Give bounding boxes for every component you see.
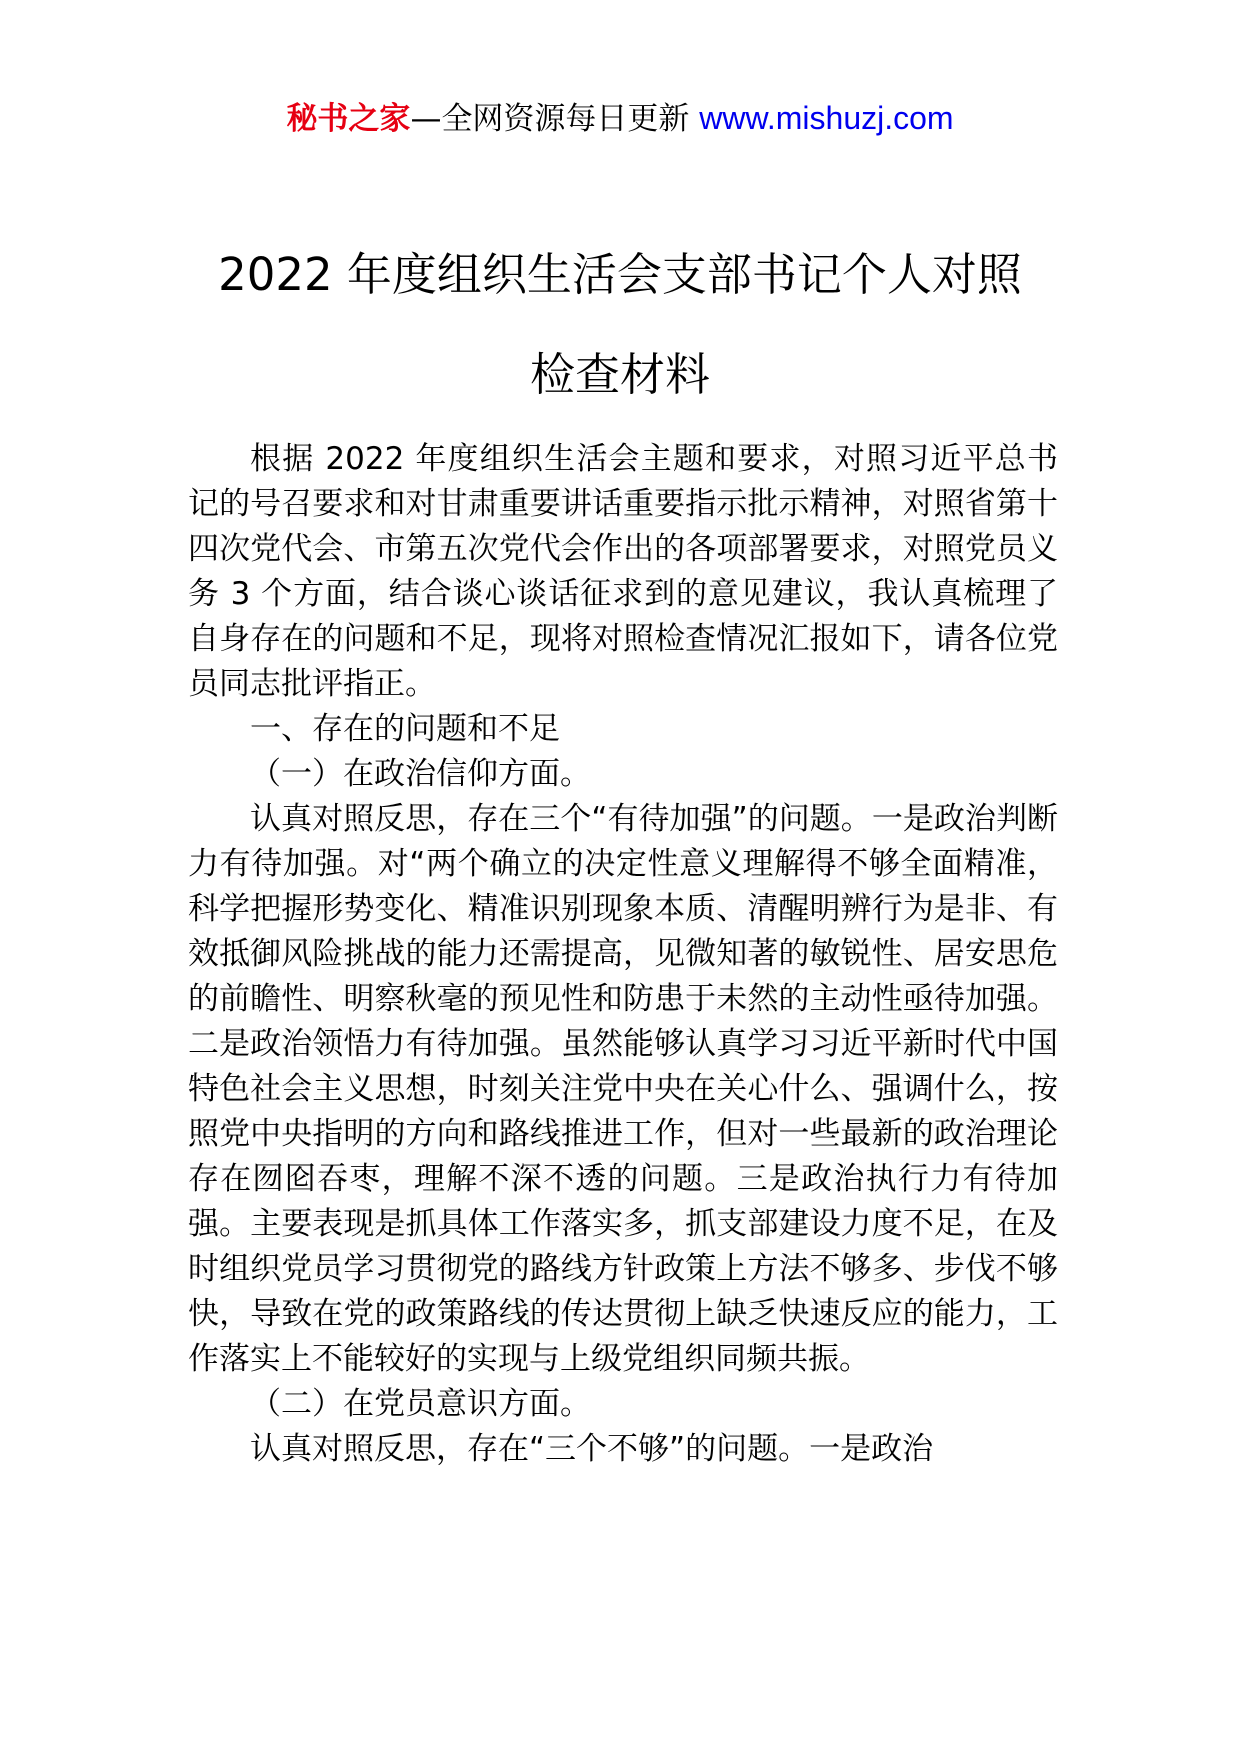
site-banner xyxy=(0,98,1240,139)
document-body xyxy=(188,437,1058,1472)
subsection-heading: （二）在党员意识方面。 xyxy=(250,1386,591,1422)
brand-name: 秘书之家 xyxy=(286,101,411,137)
banner-tagline: —全网资源每日更新 xyxy=(410,101,690,137)
body-paragraph: 认真对照反思，存在“三个不够”的问题。一是政治 xyxy=(250,1431,934,1467)
title-line-2: 检查材料 xyxy=(529,348,710,401)
title-line-1: 2022 年度组织生活会支部书记个人对照 xyxy=(218,248,1022,301)
document-title xyxy=(0,225,1240,425)
intro-paragraph: 根据 2022 年度组织生活会主题和要求，对照习近平总书记的号召要求和对甘肃重要讲话重要指示批示精神，对照省第十四次党代会、市第五次党代会作出的各项部署要求，对照党员义务 3 个方面，结合谈心谈话征求到的意见建议，我认真梳理了自身存在的问题和不足，现将对照检查情况汇报如下，请各位党员同志批评指正。 xyxy=(188,441,1058,702)
site-url-link[interactable]: www.mishuzj.com xyxy=(699,100,954,136)
body-paragraph: 认真对照反思，存在三个“有待加强”的问题。一是政治判断力有待加强。对“两个确立的决定性意义理解得不够全面精准，科学把握形势变化、精准识别现象本质、清醒明辨行为是非、有效抵御风险挑战的能力还需提高，见微知著的敏锐性、居安思危的前瞻性、明察秋毫的预见性和防患于未然的主动性亟待加强。二是政治领悟力有待加强。虽然能够认真学习习近平新时代中国特色社会主义思想，时刻关注党中央在关心什么、强调什么，按照党中央指明的方向和路线推进工作，但对一些最新的政治理论存在囫囵吞枣，理解不深不透的问题。三是政治执行力有待加强。主要表现是抓具体工作落实多，抓支部建设力度不足，在及时组织党员学习贯彻党的路线方针政策上方法不够多、步伐不够快，导致在党的政策路线的传达贯彻上缺乏快速反应的能力，工作落实上不能较好的实现与上级党组织同频共振。 xyxy=(188,801,1058,1377)
section-heading: 一、存在的问题和不足 xyxy=(250,711,560,747)
subsection-heading: （一）在政治信仰方面。 xyxy=(250,756,591,792)
